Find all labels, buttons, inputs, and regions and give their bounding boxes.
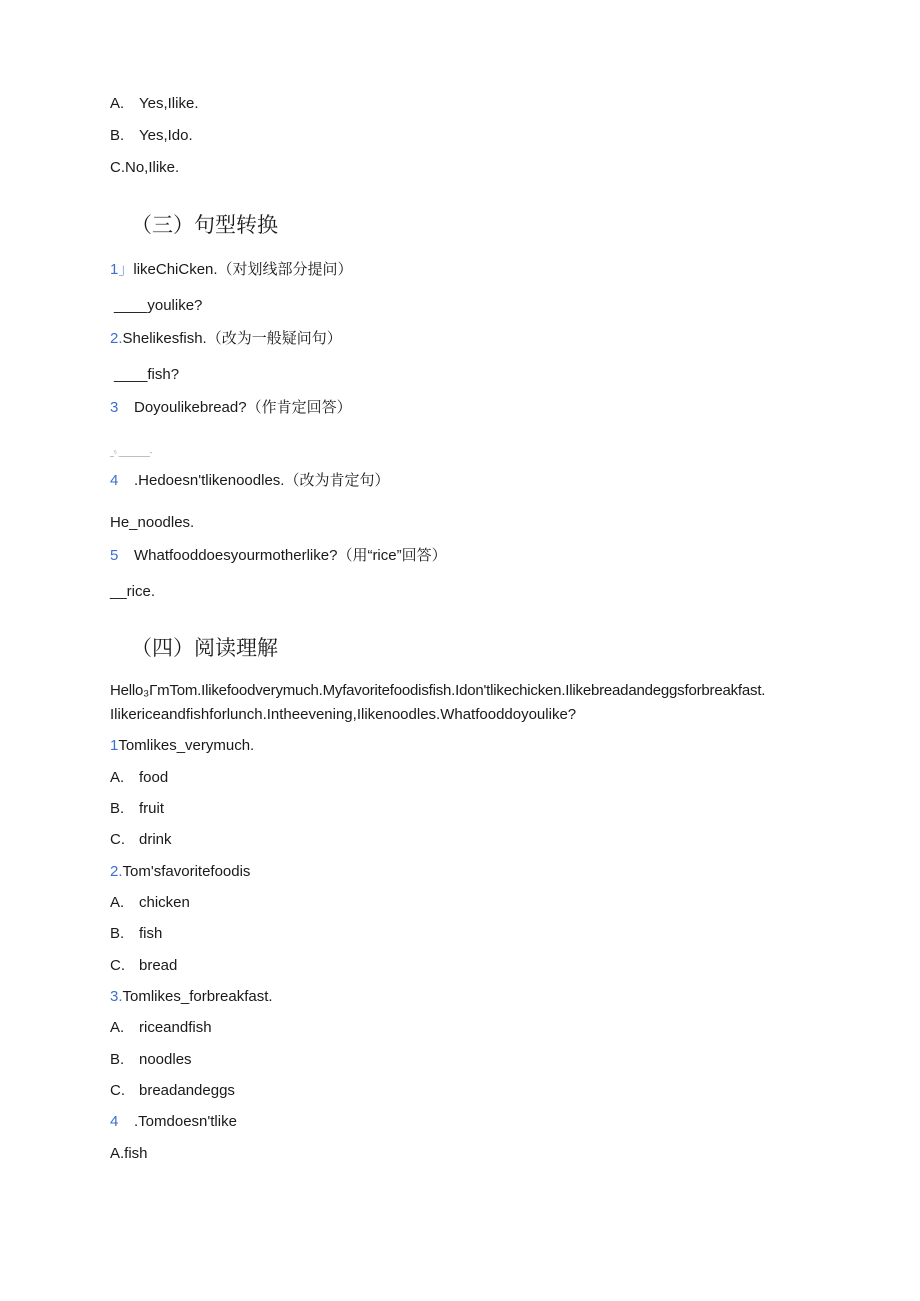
s3-question-3: 3 Doyoulikebread?（作肯定回答）	[110, 399, 352, 416]
s3-answer-2: ____fish?	[114, 366, 180, 383]
reading-question-1: 1Tomlikes_verymuch.	[110, 737, 255, 754]
q4-option-a: A.fish	[110, 1145, 148, 1162]
s3-answer-5: __rice.	[110, 583, 156, 600]
q1-option-b: B. fruit	[110, 800, 165, 817]
s3-question-4: 4 .Hedoesn'tlikenoodles.（改为肯定句）	[110, 472, 390, 489]
passage-line-1: Hello₃ΓmTom.Ilikefoodverymuch.Myfavoritefoodisfish.Idon'tlikechicken.Ilikebreadandeggsforbreakfast.	[110, 682, 766, 699]
q2-option-c: C. bread	[110, 957, 178, 974]
q1-option-c: C. drink	[110, 831, 172, 848]
s3-question-2: 2.Shelikesfish.（改为一般疑问句）	[110, 330, 342, 347]
option-a: A. Yes,Ilike.	[110, 95, 199, 112]
passage-line-2: Ilikericeandfishforlunch.Intheevening,Ilikenoodles.Whatfooddoyoulike?	[110, 706, 577, 723]
q3-option-b: B. noodles	[110, 1051, 192, 1068]
q1-option-a: A. food	[110, 769, 169, 786]
section-4-title: （四）阅读理解	[131, 637, 278, 660]
s3-answer-3: _⁵ ________-	[110, 450, 153, 457]
s3-question-1: 1」likeChiCken.（对划线部分提问）	[110, 261, 353, 278]
reading-question-2: 2.Tom'sfavoritefoodis	[110, 863, 251, 880]
section-3-title: （三）句型转换	[131, 214, 278, 237]
reading-question-4: 4 .Tomdoesn'tlike	[110, 1113, 237, 1130]
q3-option-c: C. breadandeggs	[110, 1082, 235, 1099]
s3-answer-4: He_noodles.	[110, 514, 195, 531]
q2-option-b: B. fish	[110, 925, 163, 942]
s3-answer-1: ____youlike?	[114, 297, 203, 314]
option-b: B. Yes,Ido.	[110, 127, 193, 144]
option-c: C.No,Ilike.	[110, 159, 180, 176]
q3-option-a: A. riceandfish	[110, 1019, 212, 1036]
q2-option-a: A. chicken	[110, 894, 190, 911]
s3-question-5: 5 Whatfooddoesyourmotherlike?（用“rice”回答）	[110, 547, 447, 564]
reading-question-3: 3.Tomlikes_forbreakfast.	[110, 988, 273, 1005]
